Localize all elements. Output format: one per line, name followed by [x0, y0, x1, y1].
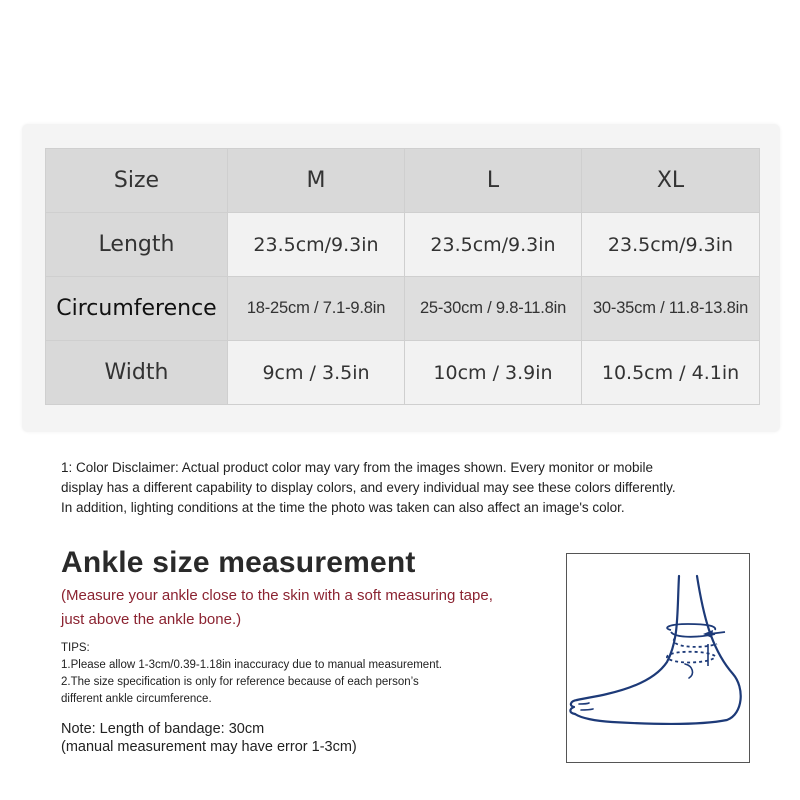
- bandage-note: [61, 720, 531, 756]
- table-row-length: [46, 213, 760, 277]
- tip-line: 1.Please allow 1-3cm/0.39-1.18in inaccuracy due to manual measurement.: [61, 659, 442, 671]
- instruction-line: (Measure your ankle close to the skin with a soft measuring tape,: [61, 587, 493, 604]
- tips-heading: TIPS:: [61, 642, 90, 654]
- cell-width-xl: 10.5cm / 4.1in: [582, 341, 760, 405]
- cell-circumference-m: 18-25cm / 7.1-9.8in: [228, 277, 405, 341]
- row-label-width: Width: [46, 341, 228, 405]
- cell-circumference-l: 25-30cm / 9.8-11.8in: [405, 277, 582, 341]
- tips-block: [61, 640, 531, 708]
- table-header-row: [46, 149, 760, 213]
- header-m: M: [228, 149, 405, 213]
- size-chart-table: [45, 148, 760, 405]
- table-row-width: [46, 341, 760, 405]
- measurement-title: Ankle size measurement: [61, 546, 416, 579]
- cell-width-m: 9cm / 3.5in: [228, 341, 405, 405]
- cell-length-m: 23.5cm/9.3in: [228, 213, 405, 277]
- disclaimer-line: display has a different capability to display colors, and every individual may see these colors differently.: [61, 480, 676, 495]
- foot-ankle-measurement-icon: [567, 554, 749, 762]
- tip-line: 2.The size specification is only for reference because of each person’s: [61, 676, 419, 688]
- cell-length-xl: 23.5cm/9.3in: [582, 213, 760, 277]
- row-label-circumference: Circumference: [46, 277, 228, 341]
- cell-length-l: 23.5cm/9.3in: [405, 213, 582, 277]
- cell-width-l: 10cm / 3.9in: [405, 341, 582, 405]
- measurement-instruction: [61, 584, 541, 632]
- row-label-length: Length: [46, 213, 228, 277]
- cell-circumference-xl: 30-35cm / 11.8-13.8in: [582, 277, 760, 341]
- header-l: L: [405, 149, 582, 213]
- tip-line: different ankle circumference.: [61, 693, 212, 705]
- ankle-diagram-frame: [566, 553, 750, 763]
- header-xl: XL: [582, 149, 760, 213]
- instruction-line: just above the ankle bone.): [61, 611, 242, 628]
- table-row-circumference: [46, 277, 760, 341]
- note-line: (manual measurement may have error 1-3cm): [61, 739, 357, 755]
- header-size: Size: [46, 149, 228, 213]
- disclaimer-line: 1: Color Disclaimer: Actual product color may vary from the images shown. Every monitor or mobile: [61, 460, 653, 475]
- color-disclaimer: [61, 458, 761, 518]
- note-line: Note: Length of bandage: 30cm: [61, 721, 265, 737]
- disclaimer-line: In addition, lighting conditions at the time the photo was taken can also affect an image's color.: [61, 500, 625, 515]
